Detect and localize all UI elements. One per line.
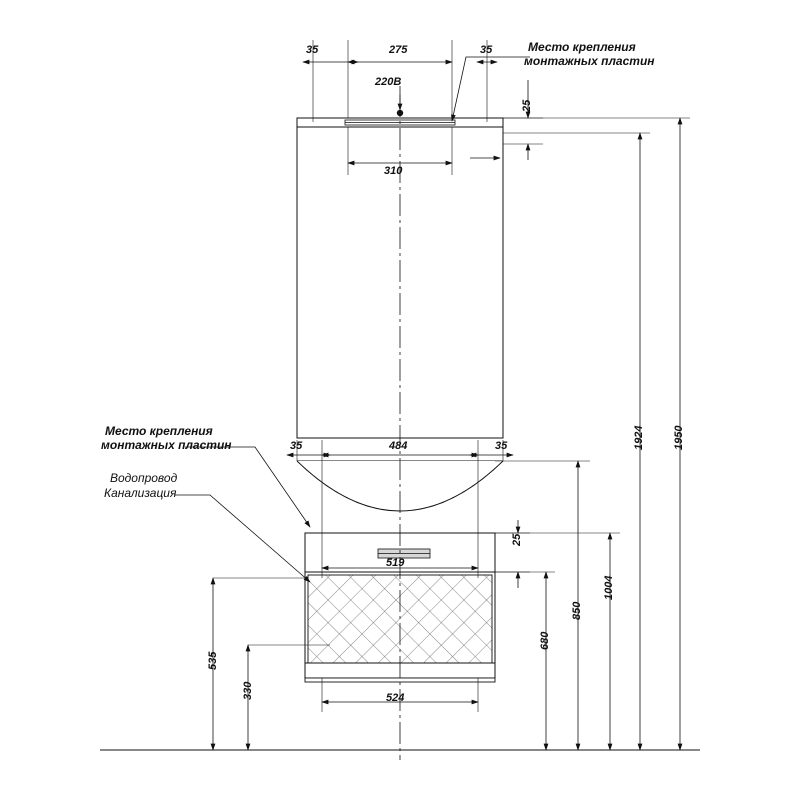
dim-cabinet-top-width: 484 [389, 440, 408, 452]
dim-height-cabinet-top: 1004 [603, 575, 615, 600]
dim-mirror-inner-width: 310 [384, 165, 403, 177]
dim-height-850: 850 [571, 601, 583, 620]
dim-top-plate-depth: 25 [521, 99, 533, 112]
note-mounting-plates-mid-line2: монтажных пластин [101, 438, 232, 452]
dim-cabinet-left-offset: 35 [290, 440, 303, 452]
note-mounting-plates-top-line2: монтажных пластин [524, 54, 655, 68]
label-power-220v: 220В [375, 76, 402, 88]
note-mounting-plates-mid-line1: Место крепления [105, 424, 213, 438]
dim-drawer-gap: 25 [511, 533, 523, 546]
note-mounting-plates-top-line1: Место крепления [528, 40, 636, 54]
dim-cabinet-bottom-width: 524 [386, 692, 405, 704]
dim-drawer-handle-width: 519 [386, 557, 405, 569]
dim-height-535: 535 [207, 651, 219, 670]
dim-height-330: 330 [242, 681, 254, 700]
dim-height-total: 1950 [673, 425, 685, 450]
dim-top-center: 275 [389, 44, 408, 56]
dim-top-right-offset: 35 [480, 44, 493, 56]
note-sewerage: Канализация [104, 486, 177, 500]
dim-height-mirror-top: 1924 [633, 425, 645, 450]
dim-height-680: 680 [539, 631, 551, 650]
dim-top-left-offset: 35 [306, 44, 319, 56]
dim-cabinet-right-offset: 35 [495, 440, 508, 452]
note-water-supply: Водопровод [110, 471, 178, 485]
